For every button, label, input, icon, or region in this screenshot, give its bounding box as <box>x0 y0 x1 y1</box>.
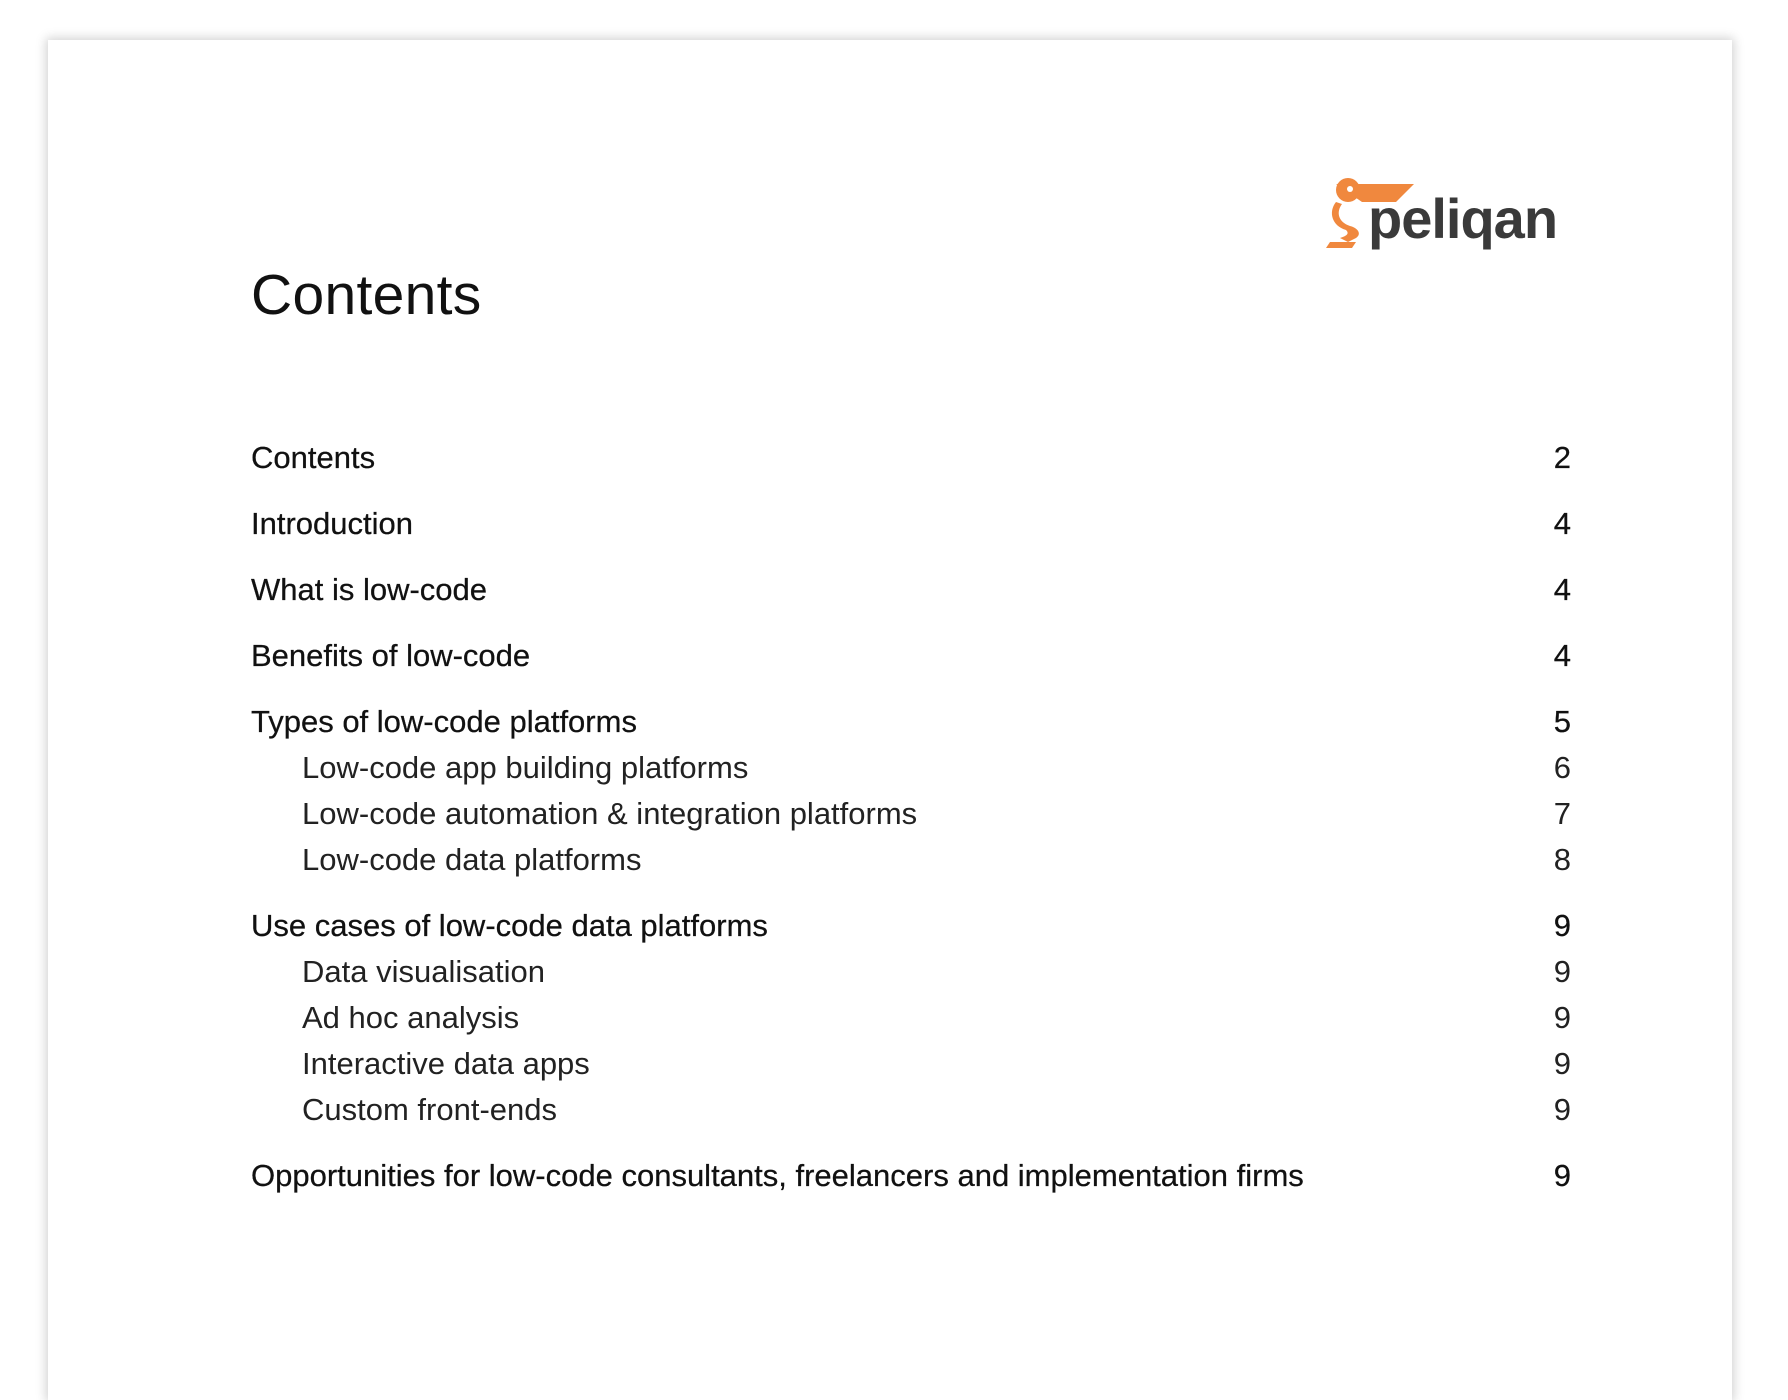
table-of-contents <box>251 435 1575 1199</box>
toc-entry-label: Benefits of low-code <box>251 638 531 673</box>
toc-entry-types-of-platforms[interactable] <box>251 699 1575 745</box>
toc-entry-opportunities[interactable] <box>251 1153 1575 1199</box>
toc-entry-page: 4 <box>1553 506 1571 541</box>
toc-entry-introduction[interactable] <box>251 501 1575 547</box>
toc-entry-label: Opportunities for low-code consultants, freelancers and implementation firms <box>251 1158 1304 1193</box>
toc-entry-label: Low-code automation & integration platforms <box>302 796 918 831</box>
document-page <box>48 40 1732 1400</box>
toc-subentry-data-visualisation[interactable] <box>251 949 1575 995</box>
toc-entry-page: 4 <box>1553 572 1571 607</box>
toc-subentry-interactive-data-apps[interactable] <box>251 1041 1575 1087</box>
toc-entry-page: 9 <box>1553 1158 1571 1193</box>
toc-entry-page: 9 <box>1553 908 1571 943</box>
pelican-logo-icon <box>1326 142 1576 252</box>
toc-entry-page: 5 <box>1553 704 1571 739</box>
toc-entry-label: Low-code app building platforms <box>302 750 749 785</box>
toc-entry-page: 9 <box>1553 1000 1571 1035</box>
toc-entry-label: Introduction <box>251 506 413 541</box>
toc-entry-label: Contents <box>251 440 376 475</box>
toc-entry-page: 9 <box>1553 954 1571 989</box>
toc-entry-page: 4 <box>1553 638 1571 673</box>
toc-subentry-automation-integration[interactable] <box>251 791 1575 837</box>
toc-entry-label: What is low-code <box>251 572 488 607</box>
toc-entry-page: 7 <box>1553 796 1571 831</box>
toc-entry-label: Data visualisation <box>302 954 545 989</box>
toc-entry-page: 6 <box>1553 750 1571 785</box>
logo-wordmark: peliqan <box>1368 187 1558 250</box>
toc-entry-label: Low-code data platforms <box>302 842 642 877</box>
toc-subentry-data-platforms[interactable] <box>251 837 1575 883</box>
toc-entry-label: Use cases of low-code data platforms <box>251 908 768 943</box>
toc-subentry-app-building[interactable] <box>251 745 1575 791</box>
toc-entry-label: Interactive data apps <box>302 1046 590 1081</box>
toc-entry-label: Ad hoc analysis <box>302 1000 520 1035</box>
toc-entry-use-cases[interactable] <box>251 903 1575 949</box>
toc-subentry-custom-front-ends[interactable] <box>251 1087 1575 1133</box>
peliqan-logo <box>1326 142 1576 252</box>
toc-entry-page: 9 <box>1553 1092 1571 1127</box>
toc-entry-page: 8 <box>1553 842 1571 877</box>
toc-entry-label: Types of low-code platforms <box>251 704 637 739</box>
toc-entry-benefits-of-low-code[interactable] <box>251 633 1575 679</box>
toc-entry-contents[interactable] <box>251 435 1575 481</box>
toc-entry-page: 9 <box>1553 1046 1571 1081</box>
toc-subentry-ad-hoc-analysis[interactable] <box>251 995 1575 1041</box>
toc-entry-label: Custom front-ends <box>302 1092 557 1127</box>
page-title: Contents <box>251 263 482 327</box>
toc-entry-page: 2 <box>1553 440 1571 475</box>
toc-entry-what-is-low-code[interactable] <box>251 567 1575 613</box>
